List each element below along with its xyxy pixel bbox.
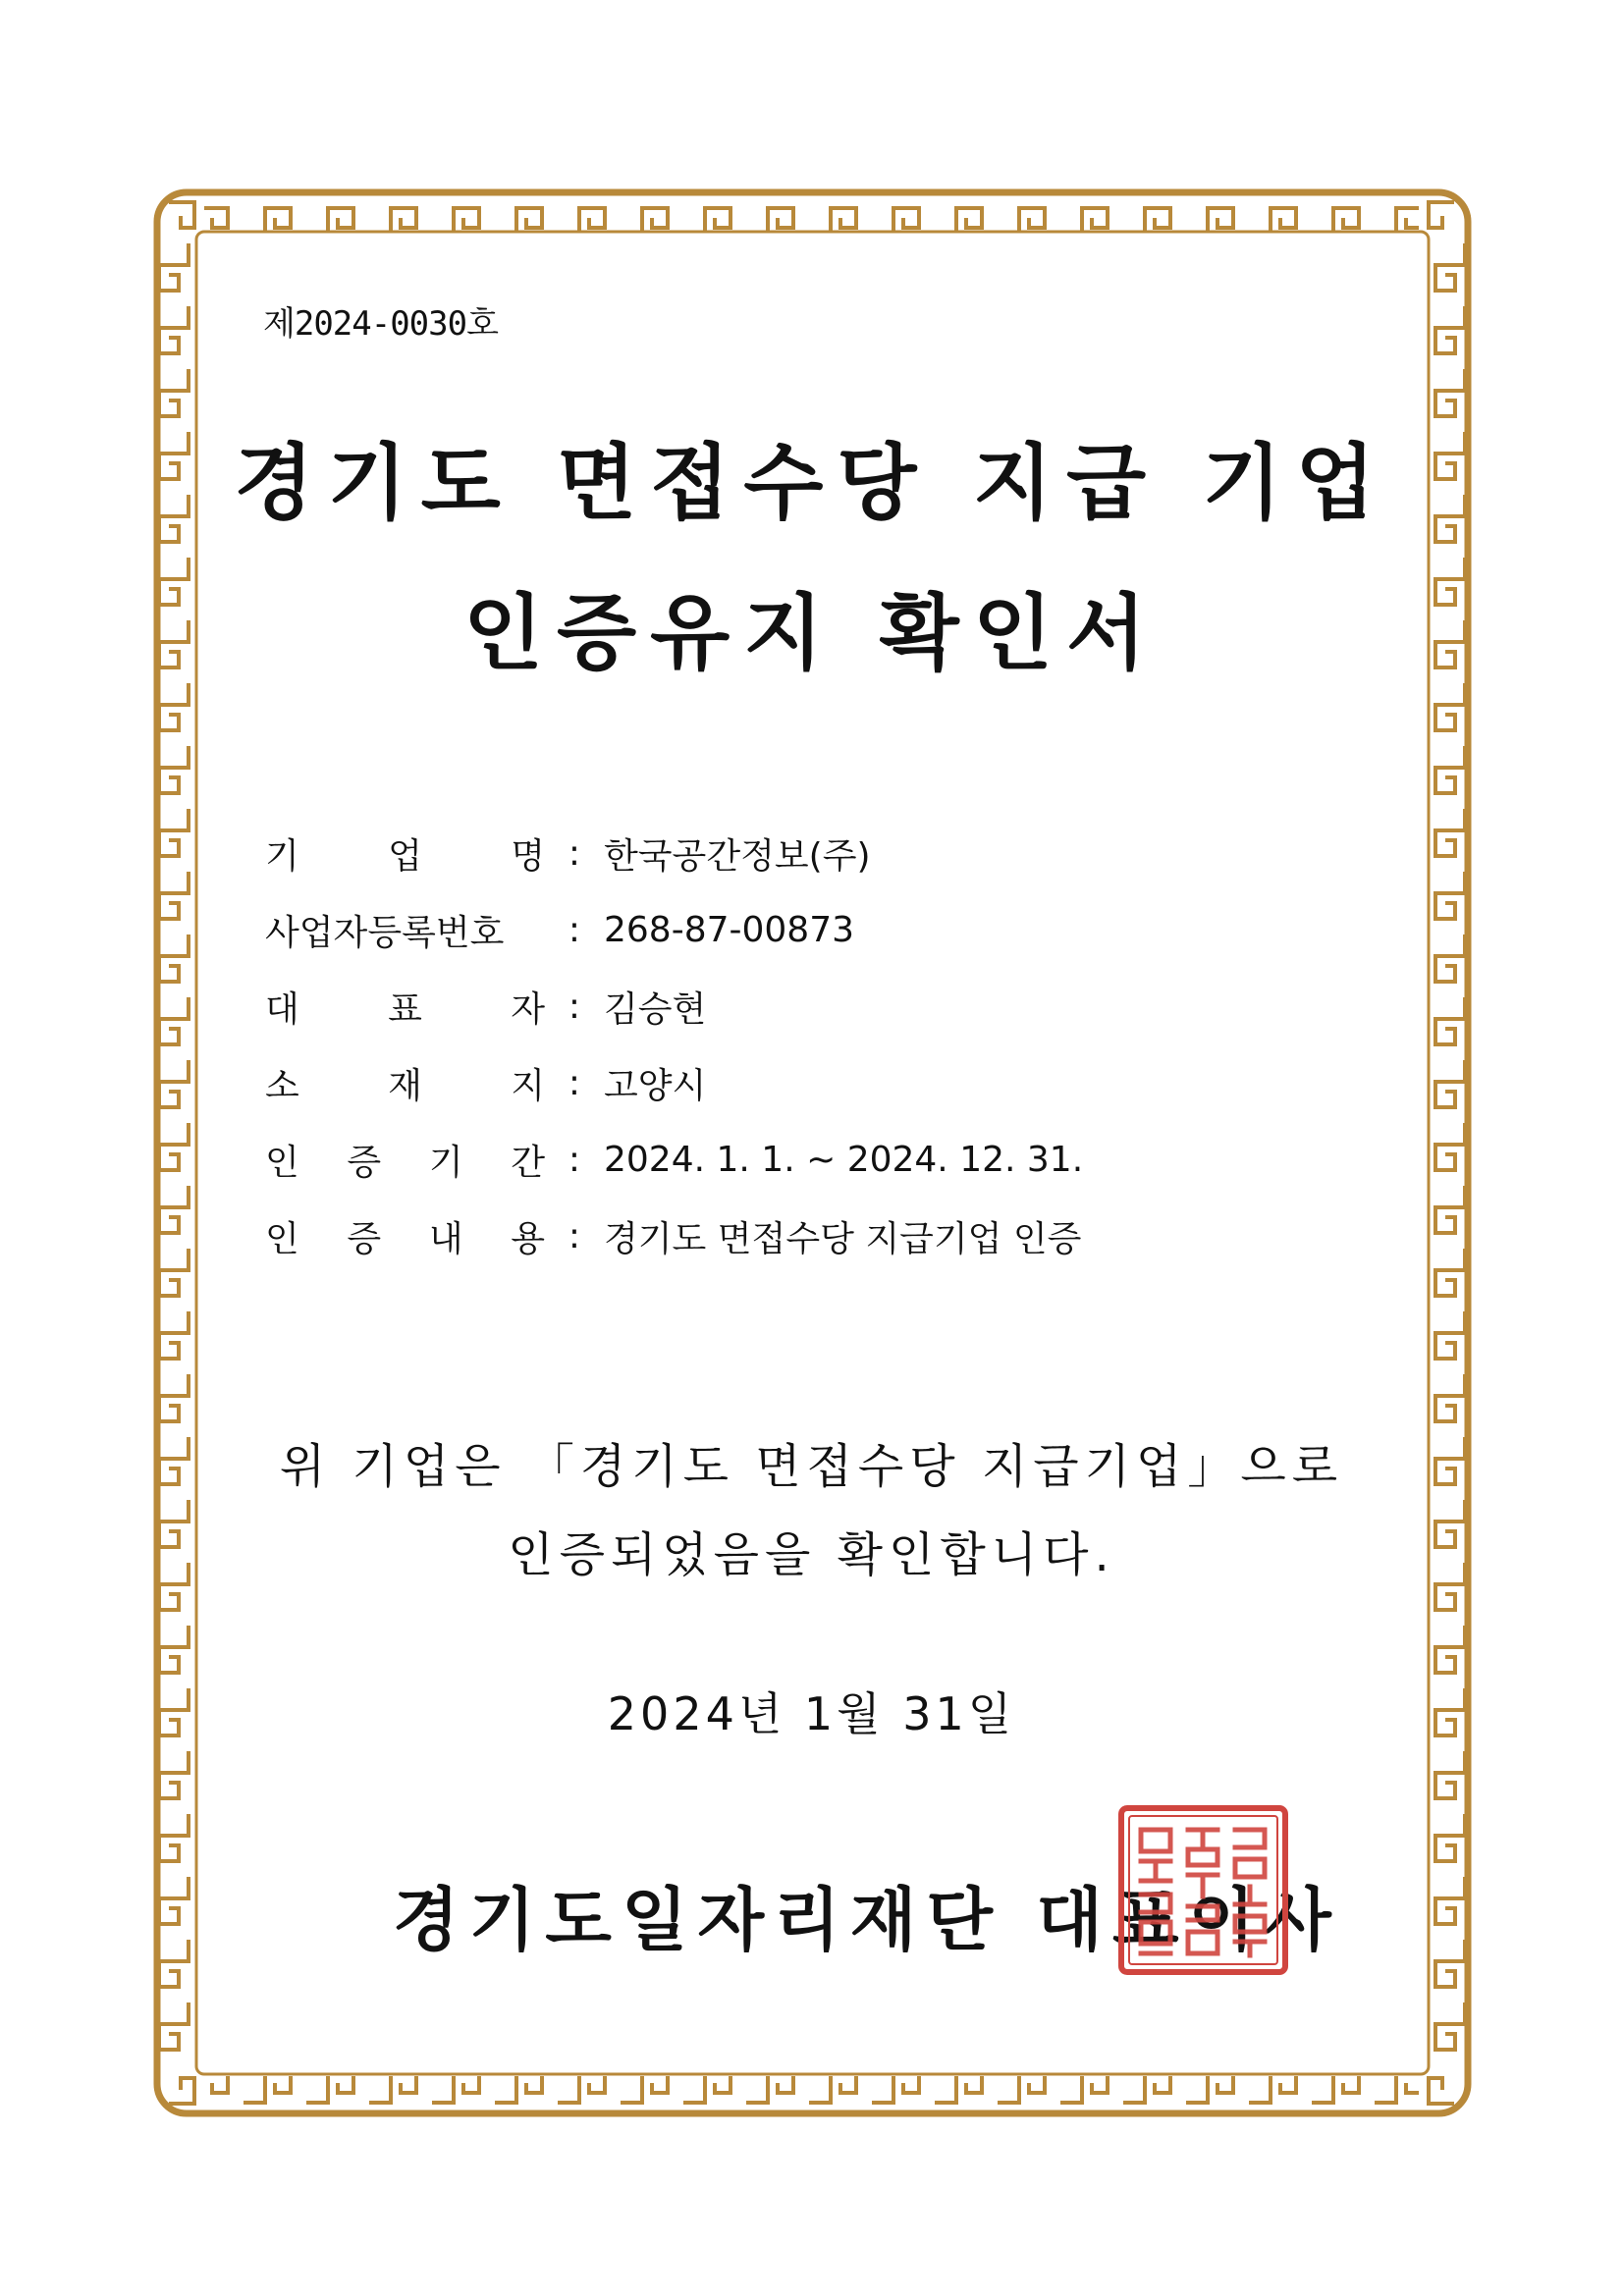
field-row-representative — [265, 968, 1083, 1044]
field-colon: : — [568, 832, 581, 874]
field-colon: : — [568, 1139, 581, 1180]
field-value-location: 고양시 — [604, 1065, 707, 1106]
field-row-certification-content — [265, 1198, 1083, 1274]
field-row-certification-period — [265, 1121, 1083, 1198]
official-seal-stamp — [1117, 1804, 1289, 1976]
field-label: 인 증 기 간 — [265, 1142, 545, 1183]
field-label: 사업자등록번호 — [265, 912, 505, 953]
field-row-business-number — [265, 891, 1083, 968]
field-label: 인 증 내 용 — [265, 1218, 545, 1259]
field-value-company-name: 한국공간정보(주) — [604, 835, 871, 877]
field-label: 소 재 지 — [265, 1065, 545, 1106]
certificate-number: 제2024-0030호 — [263, 304, 498, 344]
field-label: 기 업 명 — [265, 835, 545, 877]
field-value-certification-content: 경기도 면접수당 지급기업 인증 — [604, 1218, 1082, 1259]
field-row-company-name — [265, 815, 1083, 891]
field-row-location — [265, 1044, 1083, 1121]
field-colon: : — [568, 986, 581, 1027]
field-colon: : — [568, 1062, 581, 1103]
certificate-fields — [265, 815, 1083, 1274]
field-colon: : — [568, 1215, 581, 1256]
field-value-representative: 김승현 — [604, 988, 707, 1030]
field-colon: : — [568, 909, 581, 950]
statement-line-1: 위 기업은 「경기도 면접수당 지급기업」으로 — [279, 1439, 1344, 1494]
document-title-line-2: 인증유지 확인서 — [462, 584, 1161, 681]
statement-line-2: 인증되었음을 확인합니다. — [508, 1527, 1115, 1582]
field-label: 대 표 자 — [265, 988, 545, 1030]
field-value-business-number: 268-87-00873 — [604, 909, 855, 950]
issuer-name: 경기도일자리재단 대표이사 — [393, 1879, 1341, 1960]
field-value-certification-period: 2024. 1. 1. ~ 2024. 12. 31. — [604, 1139, 1084, 1180]
issue-date: 2024년 1월 31일 — [607, 1687, 1016, 1740]
document-title-line-1: 경기도 면접수당 지급 기업 — [234, 434, 1389, 531]
